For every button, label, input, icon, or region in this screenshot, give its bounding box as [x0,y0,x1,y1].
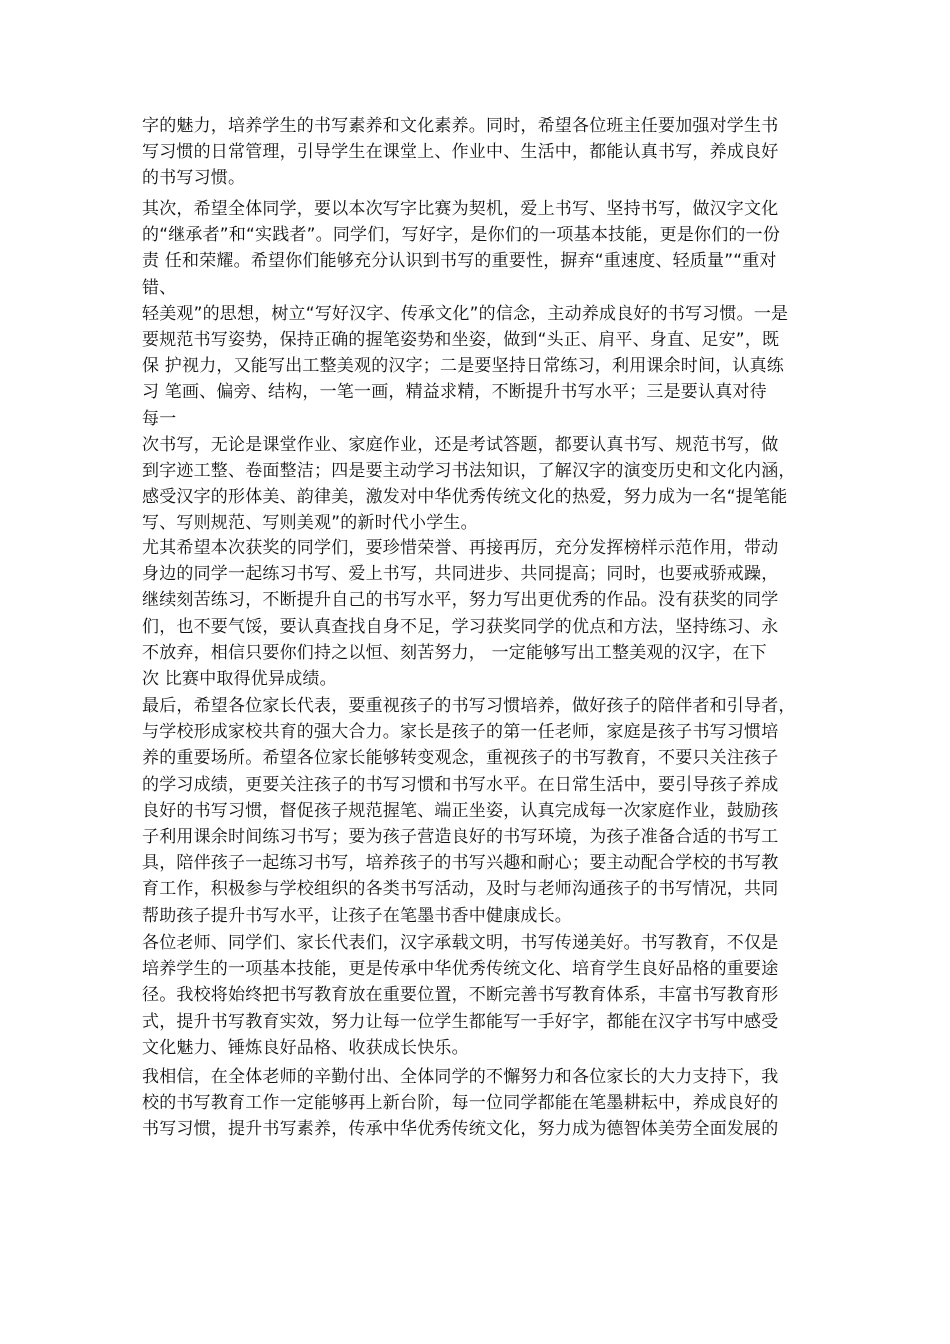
text-line: 文化魅力、锤炼良好品格、收获成长快乐。 [142,1037,469,1058]
text-line: 责 任和荣耀。希望你们能够充分认识到书写的重要性，摒弃“重速度、轻质量”“重对 [142,251,777,272]
text-line: 各位老师、同学们、家长代表们，汉字承载文明，书写传递美好。书写教育，不仅是 [142,933,779,953]
text-line: 习 笔画、偏旁、结构，一笔一画，精益求精，不断提升书写水平；三是要认真对待 [142,382,767,403]
paragraph-2 [142,196,812,536]
text-line: 不放弃，相信只要你们持之以恒、刻苦努力， 一定能够写出工整美观的汉字，在下 [142,642,767,663]
text-line: 与学校形成家校共育的强大合力。家长是孩子的第一任老师，家庭是孩子书写习惯培 [142,722,779,743]
text-line: 身边的同学一起练习书写、爱上书写，共同进步、共同提高；同时，也要戒骄戒躁， [142,564,779,585]
text-line: 写、写则规范、写则美观”的新时代小学生。 [142,513,478,534]
text-line: 帮助孩子提升书写水平，让孩子在笔墨书香中健康成长。 [142,905,572,926]
text-line: 具，陪伴孩子一起练习书写，培养孩子的书写兴趣和耐心；要主动配合学校的书写教 [142,853,779,874]
text-line: 错、 [142,277,177,298]
text-line: 育工作，积极参与学校组织的各类书写活动，及时与老师沟通孩子的书写情况，共同 [142,879,779,900]
text-line: 最后，希望各位家长代表，要重视孩子的书写习惯培养，做好孩子的陪伴者和引导者， [142,696,796,716]
paragraph-3 [142,535,812,692]
text-line: 每一 [142,408,177,429]
text-line: 继续刻苦练习，不断提升自己的书写水平，努力写出更优秀的作品。没有获奖的同学 [142,590,779,611]
text-line: 们，也不要气馁，要认真查找自身不足，学习获奖同学的优点和方法，坚持练习、永 [142,616,779,637]
text-line: 保 护视力，又能写出工整美观的汉字；二是要坚持日常练习，利用课余时间，认真练 [142,356,785,377]
paragraph-5 [142,930,812,1061]
text-line: 字的魅力，培养学生的书写素养和文化素养。同时，希望各位班主任要加强对学生书 [142,116,779,136]
text-line: 良好的书写习惯，督促孩子规范握笔、端正坐姿，认真完成每一次家庭作业，鼓励孩 [142,800,779,821]
paragraph-4 [142,693,812,929]
text-line: 我相信，在全体老师的辛勤付出、全体同学的不懈努力和各位家长的大力支持下，我 [142,1067,779,1087]
text-line: 轻美观”的思想，树立“写好汉字、传承文化”的信念，主动养成良好的书写习惯。一是 [142,303,789,324]
text-line: 的“继承者”和“实践者”。同学们，写好字，是你们的一项基本技能，更是你们的一份 [142,225,781,246]
text-line: 式，提升书写教育实效，努力让每一位学生都能写一手好字，都能在汉字书写中感受 [142,1011,779,1032]
paragraph-1 [142,113,812,192]
text-line: 书写习惯，提升书写素养，传承中华优秀传统文化，努力成为德智体美劳全面发展的 [142,1119,779,1140]
text-line: 其次，希望全体同学，要以本次写字比赛为契机，爱上书写、坚持书写，做汉字文化 [142,199,779,219]
text-line: 培养学生的一项基本技能，更是传承中华优秀传统文化、培育学生良好品格的重要途 [142,959,779,980]
text-line: 感受汉字的形体美、韵律美，激发对中华优秀传统文化的热爱，努力成为一名“提笔能 [142,487,788,508]
text-line: 要规范书写姿势，保持正确的握笔姿势和坐姿，做到“头正、肩平、身直、足安”，既 [142,329,780,350]
text-line: 径。我校将始终把书写教育放在重要位置，不断完善书写教育体系，丰富书写教育形 [142,985,779,1006]
text-line: 次书写，无论是课堂作业、家庭作业，还是考试答题，都要认真书写、规范书写，做 [142,434,779,455]
paragraph-6 [142,1064,812,1143]
text-line: 尤其希望本次获奖的同学们，要珍惜荣誉、再接再厉，充分发挥榜样示范作用，带动 [142,538,779,558]
text-line: 的书写习惯。 [142,168,246,189]
text-line: 养的重要场所。希望各位家长能够转变观念，重视孩子的书写教育，不要只关注孩子 [142,748,779,769]
text-line: 次 比赛中取得优异成绩。 [142,668,337,689]
text-line: 写习惯的日常管理，引导学生在课堂上、作业中、生活中，都能认真书写，养成良好 [142,142,779,163]
text-line: 到字迹工整、卷面整洁；四是要主动学习书法知识，了解汉字的演变历史和文化内涵， [142,460,796,481]
text-line: 的学习成绩，更要关注孩子的书写习惯和书写水平。在日常生活中，要引导孩子养成 [142,774,779,795]
text-line: 校的书写教育工作一定能够再上新台阶，每一位同学都能在笔墨耕耘中，养成良好的 [142,1093,779,1114]
text-line: 子利用课余时间练习书写；要为孩子营造良好的书写环境，为孩子准备合适的书写工 [142,826,779,847]
